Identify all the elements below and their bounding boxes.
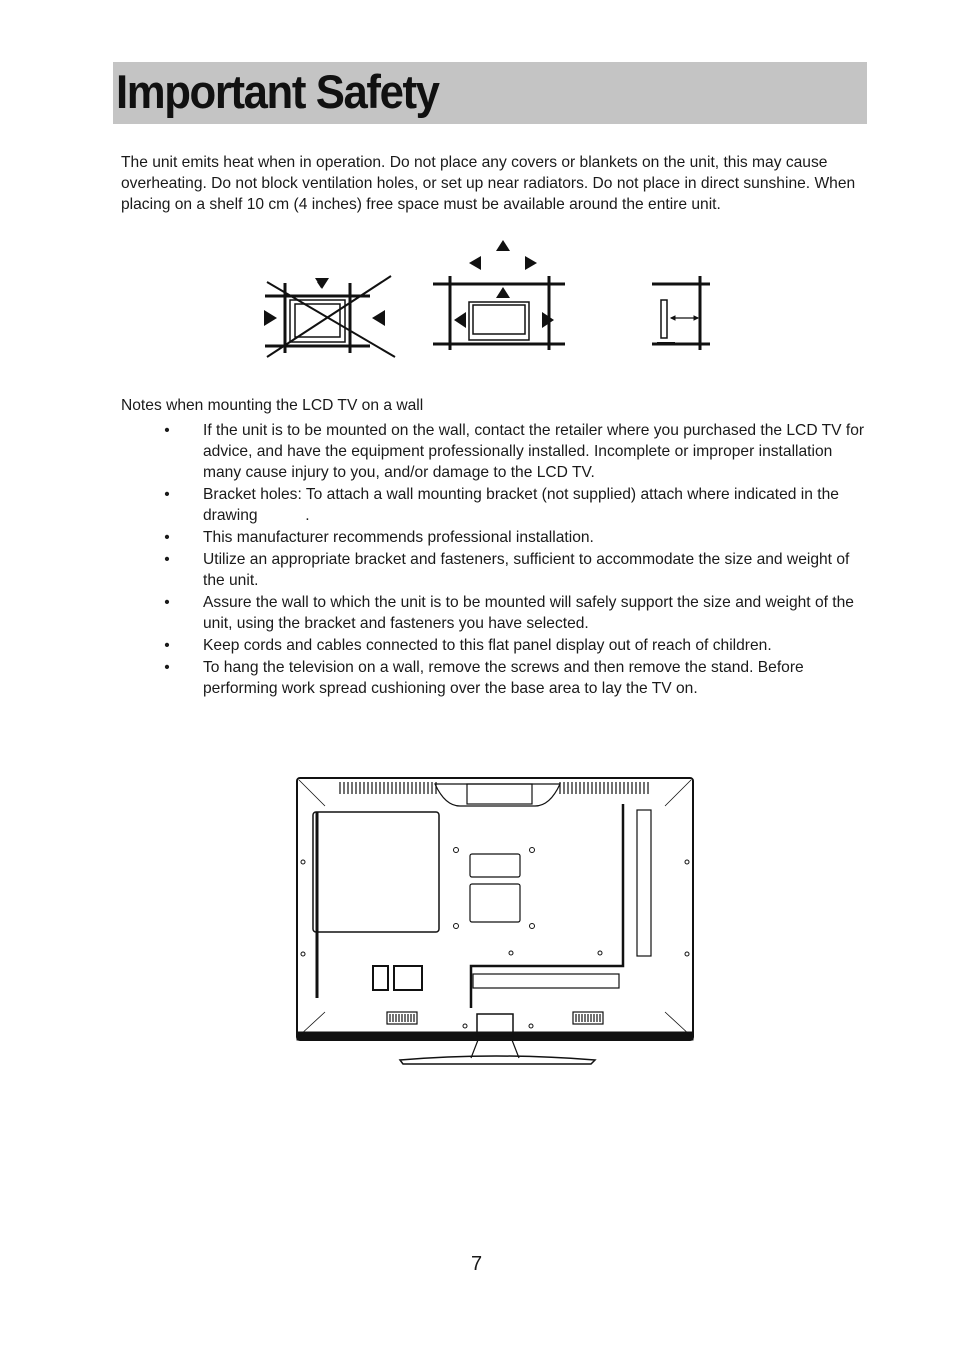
title-bar [113, 62, 867, 124]
bullet-icon: • [164, 594, 170, 611]
wall-mounting-heading: Notes when mounting the LCD TV on a wall [121, 397, 424, 414]
page-title: Important Safety [116, 65, 439, 118]
ventilation-diagrams [255, 238, 715, 363]
tv-side-clearance-icon [652, 276, 710, 350]
bullet-icon: • [164, 637, 170, 654]
list-item: • Utilize an appropriate bracket and fasteners, sufficient to accommodate the size and weight of the unit. [160, 549, 870, 591]
list-item: • To hang the television on a wall, remove the screws and then remove the stand. Before performing work spread cushioning over the base area to lay the TV on. [160, 657, 870, 699]
intro-paragraph: The unit emits heat when in operation. Do not place any covers or blankets on the unit, this may cause overheating. Do not block ventilation holes, or set up near radiators. Do not place in direct sunshine. When placing on a shelf 10 cm (4 inches) free space must be available around the entire unit. [121, 154, 856, 213]
list-item: • Bracket holes: To attach a wall mounting bracket (not supplied) attach where indicated in the drawing . [160, 484, 870, 526]
list-item: • Assure the wall to which the unit is to be mounted will safely support the size and weight of the unit, using the bracket and fasteners you have selected. [160, 592, 870, 634]
list-item: • Keep cords and cables connected to this flat panel display out of reach of children. [160, 635, 870, 656]
tv-rear-view-icon [295, 776, 695, 1066]
list-item: • This manufacturer recommends professional installation. [160, 527, 870, 548]
page-number: 7 [470, 1253, 483, 1275]
bullet-icon: • [164, 551, 170, 568]
list-item: • If the unit is to be mounted on the wall, contact the retailer where you purchased the LCD TV for advice, and have the equipment professionally installed. Incomplete or improper installation many cause injury to you, and/or damage to the LCD TV. [160, 420, 870, 483]
bullet-icon: • [164, 529, 170, 546]
wall-mounting-list [160, 420, 870, 700]
bullet-icon: • [164, 486, 170, 503]
crossed-out-tv-icon [264, 276, 395, 357]
bullet-icon: • [164, 659, 170, 676]
tv-clearance-icon [433, 240, 565, 350]
bullet-icon: • [164, 422, 170, 439]
